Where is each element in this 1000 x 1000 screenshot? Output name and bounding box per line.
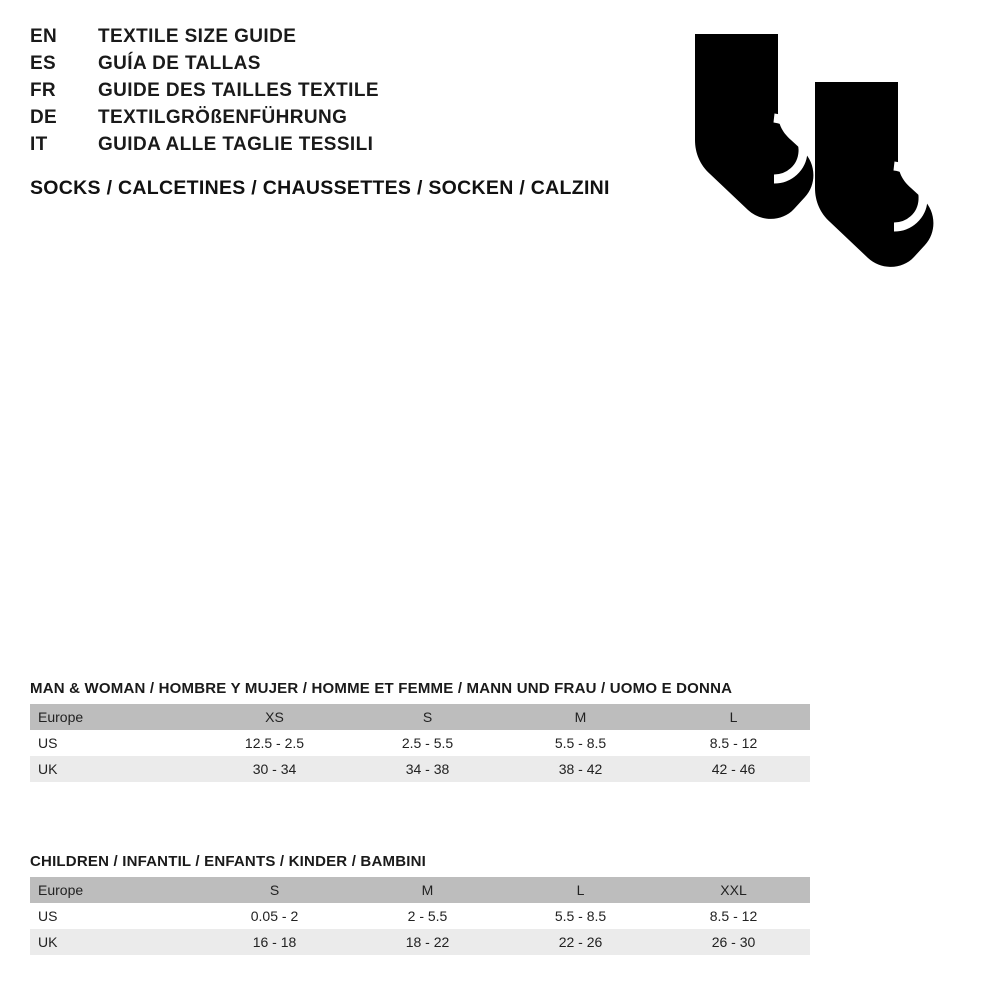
language-row-es — [30, 53, 670, 80]
table-cell: 5.5 - 8.5 — [504, 730, 657, 756]
language-title: GUÍA DE TALLAS — [98, 53, 261, 74]
table-cell: 8.5 - 12 — [657, 730, 810, 756]
table-row — [30, 877, 810, 903]
language-title: GUIDA ALLE TAGLIE TESSILI — [98, 134, 374, 155]
language-code: FR — [30, 80, 56, 101]
language-row-en — [30, 26, 670, 53]
table-cell: 2.5 - 5.5 — [351, 730, 504, 756]
language-code: EN — [30, 26, 57, 47]
language-code: IT — [30, 134, 48, 155]
table-cell: 8.5 - 12 — [657, 903, 810, 929]
table-cell: 18 - 22 — [351, 929, 504, 955]
language-row-fr — [30, 80, 670, 107]
language-title: TEXTILE SIZE GUIDE — [98, 26, 297, 47]
table-cell: M — [504, 704, 657, 730]
table-cell: 12.5 - 2.5 — [198, 730, 351, 756]
table-cell: 42 - 46 — [657, 756, 810, 782]
table-cell: M — [351, 877, 504, 903]
language-code: DE — [30, 107, 57, 128]
table-cell: 0.05 - 2 — [198, 903, 351, 929]
table-cell: S — [351, 704, 504, 730]
table-row — [30, 730, 810, 756]
table-cell: 26 - 30 — [657, 929, 810, 955]
language-row-de — [30, 107, 670, 134]
table-cell: S — [198, 877, 351, 903]
adults-size-table — [30, 704, 810, 782]
table-cell: 34 - 38 — [351, 756, 504, 782]
row-label: US — [30, 903, 198, 929]
table-cell: 16 - 18 — [198, 929, 351, 955]
row-label: UK — [30, 929, 198, 955]
language-title: TEXTILGRÖßENFÜHRUNG — [98, 107, 348, 128]
row-label: Europe — [30, 704, 198, 730]
adults-size-table-block — [30, 680, 810, 782]
table-cell: XXL — [657, 877, 810, 903]
table-cell: L — [657, 704, 810, 730]
table-cell: 38 - 42 — [504, 756, 657, 782]
children-table-caption: CHILDREN / INFANTIL / ENFANTS / KINDER / BAMBINI — [30, 853, 426, 870]
table-row — [30, 903, 810, 929]
sock-shape-front — [815, 82, 933, 267]
table-cell: XS — [198, 704, 351, 730]
product-category-title: SOCKS / CALCETINES / CHAUSSETTES / SOCKEN / CALZINI — [30, 177, 610, 199]
children-size-table-block — [30, 853, 810, 955]
table-cell: L — [504, 877, 657, 903]
table-cell: 22 - 26 — [504, 929, 657, 955]
sock-shape-back — [695, 34, 813, 219]
language-row-it — [30, 134, 670, 161]
table-row — [30, 756, 810, 782]
size-guide-header — [30, 26, 670, 200]
children-size-table — [30, 877, 810, 955]
socks-illustration — [670, 20, 960, 300]
adults-table-caption: MAN & WOMAN / HOMBRE Y MUJER / HOMME ET FEMME / MANN UND FRAU / UOMO E DONNA — [30, 680, 733, 697]
row-label: Europe — [30, 877, 198, 903]
row-label: UK — [30, 756, 198, 782]
table-row — [30, 929, 810, 955]
table-cell: 5.5 - 8.5 — [504, 903, 657, 929]
table-row — [30, 704, 810, 730]
row-label: US — [30, 730, 198, 756]
table-cell: 30 - 34 — [198, 756, 351, 782]
table-cell: 2 - 5.5 — [351, 903, 504, 929]
language-code: ES — [30, 53, 56, 74]
language-title: GUIDE DES TAILLES TEXTILE — [98, 80, 379, 101]
